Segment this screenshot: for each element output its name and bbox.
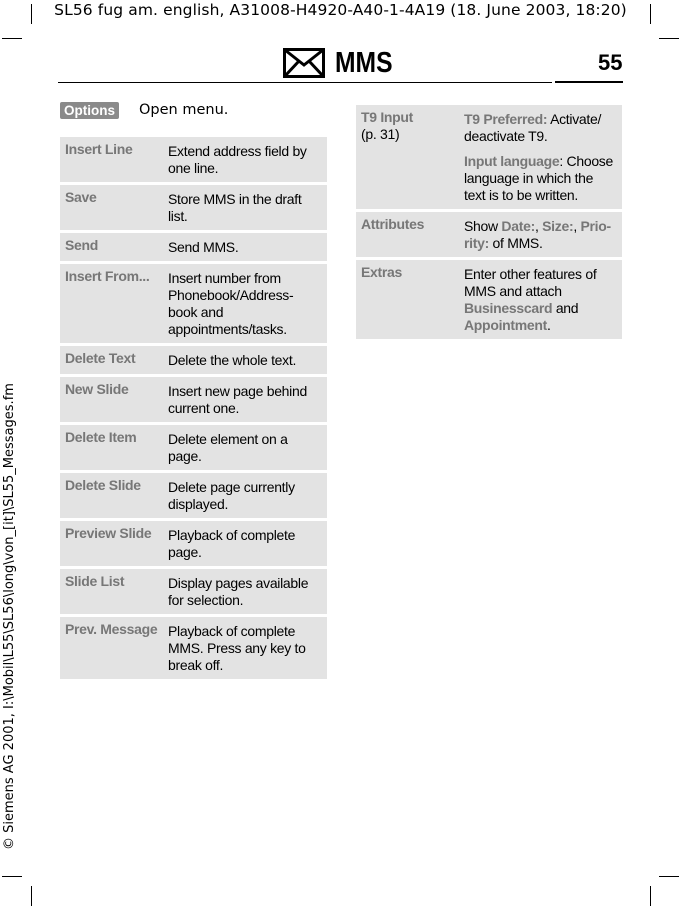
crop-mark — [2, 38, 22, 39]
row-term: New Slide — [60, 377, 164, 425]
title-rule — [58, 82, 552, 83]
attr-sep: , — [534, 218, 543, 234]
row-term: Insert Line — [60, 137, 164, 185]
page-number: 55 — [598, 50, 623, 75]
extras-and: and — [552, 300, 579, 316]
row-desc: Delete element on a page. — [164, 425, 327, 473]
title-text: MMS — [335, 46, 393, 79]
row-term: Extras — [356, 260, 460, 342]
row-term: Delete Item — [60, 425, 164, 473]
crop-mark — [650, 886, 651, 906]
table-row — [60, 425, 327, 473]
attr-tail: of MMS. — [488, 235, 543, 251]
extras-end: . — [547, 317, 551, 333]
row-term: Send — [60, 233, 164, 264]
t9-input-label: T9 Input — [361, 109, 414, 125]
envelope-icon — [283, 48, 325, 78]
table-row — [60, 233, 327, 264]
t9-preferred-label: T9 Preferred: — [464, 111, 548, 127]
t9-preferred-desc: Activate/ deactivate T9. — [464, 111, 602, 144]
row-desc: Display pages available for selection. — [164, 569, 327, 617]
table-row — [60, 377, 327, 425]
page-reference: (p. 31) — [361, 126, 400, 142]
row-term: Slide List — [60, 569, 164, 617]
attr-priority: Prio-rity: — [464, 218, 611, 251]
table-row — [60, 569, 327, 617]
input-language-text — [464, 153, 616, 204]
row-desc: Extend address field by one line. — [164, 137, 327, 185]
table-row — [60, 185, 327, 233]
table-row — [60, 521, 327, 569]
row-term: Delete Slide — [60, 473, 164, 521]
page-title — [283, 46, 403, 80]
left-options-table — [60, 137, 327, 682]
table-row — [60, 137, 327, 185]
table-row — [60, 346, 327, 377]
row-term: Save — [60, 185, 164, 233]
extras-lead: Enter other features of MMS and attach — [464, 266, 597, 299]
options-description: Open menu. — [139, 102, 229, 118]
row-desc: Store MMS in the draft list. — [164, 185, 327, 233]
crop-mark — [659, 38, 679, 39]
row-desc: Playback of complete MMS. Press any key to break off. — [164, 617, 327, 682]
t9-preferred-text — [464, 111, 616, 145]
row-term: Delete Text — [60, 346, 164, 377]
options-row — [60, 100, 228, 120]
row-term: Insert From... — [60, 264, 164, 346]
row-desc: Send MMS. — [164, 233, 327, 264]
extras-businesscard: Businesscard — [464, 300, 553, 316]
row-desc: Delete the whole text. — [164, 346, 327, 377]
row-term: Prev. Message — [60, 617, 164, 682]
row-term: Preview Slide — [60, 521, 164, 569]
attr-size: Size: — [542, 218, 574, 234]
row-desc: Insert new page behind current one. — [164, 377, 327, 425]
row-desc: Playback of complete page. — [164, 521, 327, 569]
table-row — [60, 617, 327, 682]
row-term: Attributes — [356, 212, 460, 260]
page-number-rule — [555, 81, 623, 83]
row-term — [356, 105, 460, 212]
row-desc: Delete page currently displayed. — [164, 473, 327, 521]
table-row — [60, 473, 327, 521]
input-language-label: Input language — [464, 153, 560, 169]
attr-show: Show — [464, 218, 502, 234]
row-desc — [460, 105, 622, 212]
table-row — [356, 260, 622, 342]
input-language-desc: : Choose language in which the text is to be written. — [464, 153, 613, 203]
crop-mark — [659, 876, 679, 877]
crop-mark — [31, 886, 32, 906]
right-options-table — [356, 105, 622, 342]
table-row — [60, 264, 327, 346]
extras-appointment: Appointment — [464, 317, 548, 333]
row-desc — [460, 260, 622, 342]
crop-mark — [2, 876, 22, 877]
attr-date: Date: — [501, 218, 535, 234]
options-softkey[interactable]: Options — [60, 102, 119, 119]
row-desc — [460, 212, 622, 260]
side-note: © Siemens AG 2001, I:\Mobil\L55\SL56\long\von_[it]\SL55_Messages.fm — [2, 383, 17, 850]
table-row — [356, 105, 622, 212]
row-desc: Insert number from Phonebook/Address-book and appointments/tasks. — [164, 264, 327, 346]
running-head: SL56 fug am. english, A31008-H4920-A40-1-4A19 (18. June 2003, 18:20) — [54, 1, 627, 19]
table-row — [356, 212, 622, 260]
attr-sep: , — [573, 218, 581, 234]
